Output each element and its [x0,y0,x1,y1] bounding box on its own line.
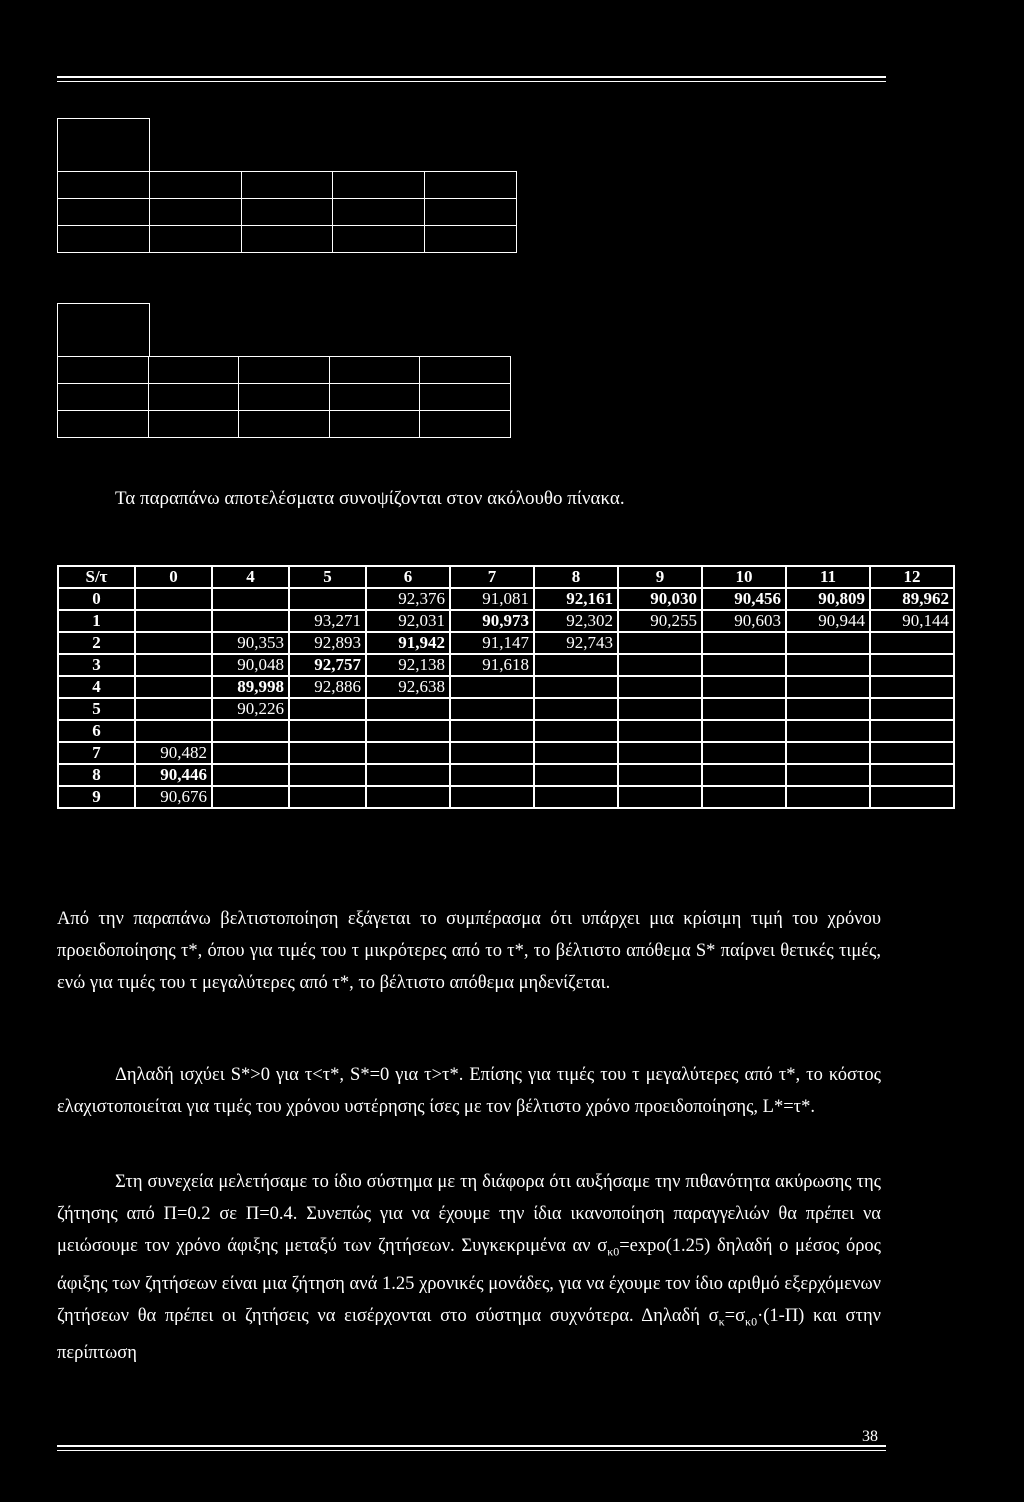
table-cell: 92,138 [366,654,450,676]
row-header: 4 [58,676,135,698]
paragraph-3-text-a: Στη συνεχεία μελετήσαμε το ίδιο σύστημα με τη διάφορα ότι αυξήσαμε την πιθανότητα ακύρωσης της ζήτησης από Π=0.2 σε Π=0.4. Συνεπώς για να έχουμε την ίδια ικανοποίηση παραγγελιών θα πρέπει να μειώσουμε τον χρόνο άφιξης μεταξύ των ζητήσεων. Συγκεκριμένα αν σ [57,1172,881,1256]
table-cell: 92,376 [366,588,450,610]
table-cell [289,764,366,786]
table-cell [786,632,870,654]
table-cell [289,588,366,610]
table-cell [870,786,954,808]
row-header: 7 [58,742,135,764]
table-cell [618,720,702,742]
table-cell [786,764,870,786]
table-cell: 90,353 [212,632,289,654]
table-cell: 90,809 [786,588,870,610]
column-header: S/τ [58,566,135,588]
table-cell [450,676,534,698]
header-rule-thin [57,81,886,82]
table-cell: 90,144 [870,610,954,632]
column-header: 8 [534,566,618,588]
table-cell [534,764,618,786]
table-header-row [58,566,954,588]
table-cell [450,698,534,720]
table-cell: 90,048 [212,654,289,676]
subscript-k0: κ0 [607,1244,620,1259]
table-caption: Τα παραπάνω αποτελέσματα συνοψίζονται στον ακόλουθο πίνακα. [115,488,625,509]
row-header: 2 [58,632,135,654]
table-cell [786,654,870,676]
row-header: 9 [58,786,135,808]
table-cell: 90,944 [786,610,870,632]
subscript-k0-2: κ0 [745,1314,758,1329]
table-cell [366,720,450,742]
table-row [58,654,954,676]
table-cell: 92,302 [534,610,618,632]
table-cell [450,742,534,764]
table-cell [870,764,954,786]
table-cell: 92,893 [289,632,366,654]
column-header: 6 [366,566,450,588]
table-cell [702,676,786,698]
table-cell [786,720,870,742]
empty-table-1-title-cell [57,118,150,172]
column-header: 9 [618,566,702,588]
table-cell [135,720,212,742]
table-cell: 90,456 [702,588,786,610]
table-cell: 92,638 [366,676,450,698]
table-row [58,588,954,610]
table-cell [870,632,954,654]
table-cell [702,698,786,720]
paragraph-1-text: Από την παραπάνω βελτιστοποίηση εξάγεται το συμπέρασμα ότι υπάρχει μια κρίσιμη τιμή του χρόνου προειδοποίησης τ*, όπου για τιμές του τ μικρότερες από το τ*, το βέλτιστο απόθεμα S* παίρνει θετικές τιμές, ενώ για τιμές του τ μεγαλύτερες από τ*, το βέλτιστο απόθεμα μηδενίζεται. [57,909,881,993]
table-cell [618,742,702,764]
table-cell [702,654,786,676]
table-row [58,632,954,654]
table-cell: 90,973 [450,610,534,632]
table-cell: 91,081 [450,588,534,610]
table-cell: 90,446 [135,764,212,786]
empty-table-2-title-cell [57,303,150,357]
table-row [58,698,954,720]
empty-table-1 [57,171,517,253]
table-cell [212,786,289,808]
table-cell [618,632,702,654]
table-cell [534,698,618,720]
table-cell: 90,226 [212,698,289,720]
column-header: 11 [786,566,870,588]
table-cell: 89,998 [212,676,289,698]
row-header: 0 [58,588,135,610]
paragraph-3-text-b: =expo(1.25) δηλαδή ο μέσος όρος άφιξης των ζητήσεων είναι μια ζήτηση ανά 1.25 χρονικές μονάδες, για να έχουμε τον ίδιο αριθμό εξερχόμενων ζητήσεων θα πρέπει οι ζητήσεις να εισέρχονται στο σύστημα συχνότερα. Δηλαδή σ [57,1236,881,1326]
table-cell [135,588,212,610]
table-cell [366,786,450,808]
column-header: 10 [702,566,786,588]
table-cell [289,742,366,764]
table-cell [618,764,702,786]
table-cell [702,742,786,764]
table-cell: 91,942 [366,632,450,654]
table-cell [212,764,289,786]
row-header: 1 [58,610,135,632]
table-cell [786,742,870,764]
table-cell [289,786,366,808]
table-cell: 92,161 [534,588,618,610]
table-cell [618,786,702,808]
footer-rule [57,1445,886,1447]
header-rule [57,76,886,78]
table-cell [618,676,702,698]
table-cell [702,632,786,654]
table-cell [786,786,870,808]
row-header: 5 [58,698,135,720]
paragraph-3-text-d: ·(1-Π) και στην περίπτωση [57,1305,881,1364]
table-cell: 92,031 [366,610,450,632]
table-cell [212,720,289,742]
table-cell [786,676,870,698]
table-cell: 92,757 [289,654,366,676]
table-cell [135,676,212,698]
table-cell: 91,147 [450,632,534,654]
table-cell: 91,618 [450,654,534,676]
table-cell [212,742,289,764]
table-cell [135,632,212,654]
table-cell [289,698,366,720]
empty-table-2 [57,356,511,438]
table-cell: 92,743 [534,632,618,654]
table-cell: 93,271 [289,610,366,632]
table-cell [786,698,870,720]
table-cell [135,654,212,676]
table-cell [135,698,212,720]
table-cell [870,654,954,676]
table-cell [366,698,450,720]
column-header: 0 [135,566,212,588]
table-cell [450,764,534,786]
column-header: 12 [870,566,954,588]
table-row [58,786,954,808]
table-row [58,720,954,742]
table-cell: 90,030 [618,588,702,610]
table-row [58,610,954,632]
table-cell: 92,886 [289,676,366,698]
table-cell: 90,603 [702,610,786,632]
results-table [57,565,955,809]
footer-rule-thin [57,1450,886,1451]
table-cell: 89,962 [870,588,954,610]
table-cell [870,698,954,720]
table-cell [618,698,702,720]
table-cell: 90,482 [135,742,212,764]
table-cell [135,610,212,632]
table-cell [534,720,618,742]
column-header: 7 [450,566,534,588]
table-cell [366,742,450,764]
table-cell [534,676,618,698]
table-cell [534,786,618,808]
table-row [58,742,954,764]
table-cell [450,720,534,742]
table-cell [366,764,450,786]
paragraph-2-text: Δηλαδή ισχύει S*>0 για τ<τ*, S*=0 για τ>τ*. Επίσης για τιμές του τ μεγαλύτερες από τ*, το κόστος ελαχιστοποιείται για τιμές του χρόνου υστέρησης ίσες με τον βέλτιστο χρόνο προειδοποίησης, L*=τ*. [57,1065,881,1117]
paragraph-3 [57,1166,881,1369]
column-header: 5 [289,566,366,588]
table-cell [870,720,954,742]
table-row [58,764,954,786]
row-header: 3 [58,654,135,676]
table-row [58,676,954,698]
row-header: 8 [58,764,135,786]
table-cell [212,610,289,632]
subscript-k: κ [718,1314,725,1329]
table-cell [212,588,289,610]
row-header: 6 [58,720,135,742]
paragraph-1 [57,903,881,999]
column-header: 4 [212,566,289,588]
paragraph-2 [57,1059,881,1123]
table-cell [450,786,534,808]
table-cell: 90,255 [618,610,702,632]
table-cell [618,654,702,676]
table-cell: 90,676 [135,786,212,808]
table-cell [870,742,954,764]
paragraph-3-text-c: =σ [724,1305,746,1326]
table-cell [534,654,618,676]
table-cell [289,720,366,742]
table-cell [702,720,786,742]
table-cell [870,676,954,698]
table-cell [702,764,786,786]
page-number: 38 [862,1428,878,1445]
table-cell [534,742,618,764]
table-cell [702,786,786,808]
